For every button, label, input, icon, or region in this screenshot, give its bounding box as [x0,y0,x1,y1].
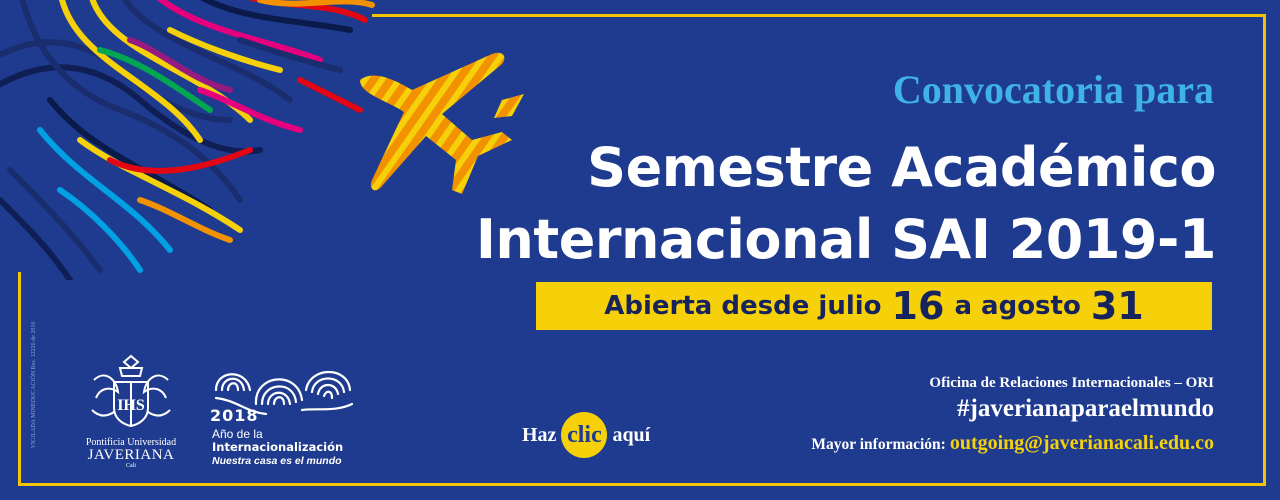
intl-line-2: Internacionalización [212,440,344,454]
intl-year: 2018 [210,406,259,425]
contact-label: Mayor información: [811,436,946,453]
cta-before: Haz [522,423,557,446]
frame-top-border [372,14,1266,17]
headline-line-2: Internacional SAI 2019-1 [475,208,1216,271]
crest-letters: IHS [117,397,145,414]
university-line-2: JAVERIANA [87,447,175,463]
dates-middle: a agosto [954,291,1081,321]
cta-clic-badge[interactable]: clic [561,412,607,458]
dates-highlight-bar [536,282,1212,330]
vigilada-text: VIGILADA MINEDUCACIÓN Res. 12220 de 2016 [31,321,37,449]
contact-email-link[interactable]: outgoing@javerianacali.edu.co [949,432,1214,454]
dates-end-day: 31 [1090,284,1144,328]
frame-bottom-border [18,483,1266,486]
vigilada-notice [28,310,40,460]
haz-clic-aqui-button[interactable] [522,412,650,458]
cta-after: aquí [612,423,651,446]
university-line-3: Cali [126,463,136,469]
university-crest-icon [86,352,176,430]
frame-left-border [18,272,21,486]
intl-line-1: Año de la [212,427,263,441]
fingerprint-decoration [0,0,380,280]
dates-start-day: 16 [891,284,945,328]
kicker-text: Convocatoria para [892,67,1214,112]
office-name: Oficina de Relaciones Internacionales – ORI [929,375,1214,391]
dates-prefix: Abierta desde julio [604,291,882,321]
headline-line-1: Semestre Académico [587,136,1216,199]
contact-line [811,432,1214,455]
hashtag: #javerianaparaelmundo [957,395,1214,422]
airplane-icon [352,44,532,204]
internationalization-logo [206,360,366,470]
university-logo [76,352,186,470]
frame-right-border [1263,14,1266,484]
intl-line-3: Nuestra casa es el mundo [212,455,342,467]
university-line-1: Pontificia Universidad [85,437,177,448]
